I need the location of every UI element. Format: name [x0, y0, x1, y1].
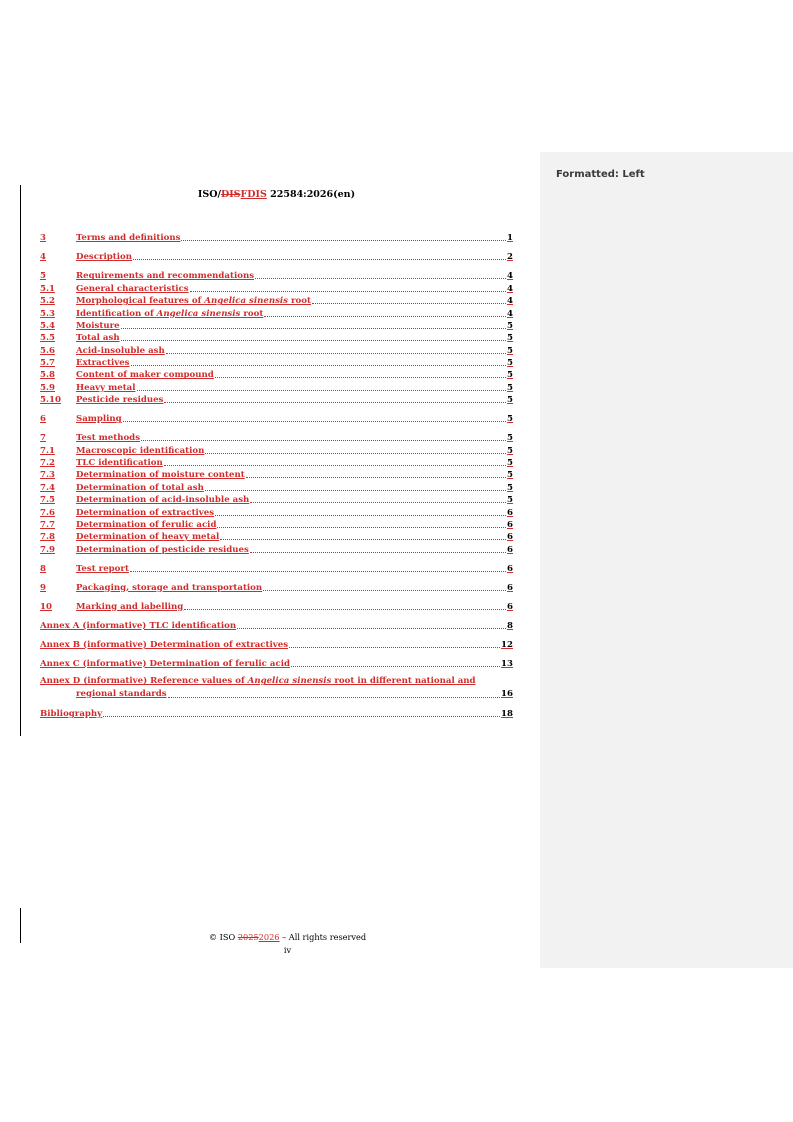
toc-entry-number: 9 — [40, 582, 46, 593]
toc-entry-page: 6 — [507, 519, 513, 530]
toc-leader-dots — [121, 338, 506, 341]
toc-entry[interactable] — [40, 294, 513, 306]
toc-entry-title[interactable]: Terms and definitions — [76, 233, 181, 244]
copyright-suffix: – All rights reserved — [279, 932, 367, 942]
toc-entry-page: 5 — [507, 382, 513, 393]
toc-entry[interactable] — [40, 493, 513, 505]
copyright-line — [40, 931, 535, 944]
toc-title-italic: Angelica sinensis — [247, 676, 332, 687]
toc-entry-page: 18 — [501, 709, 513, 720]
toc-entry-number: 5.1 — [40, 283, 55, 294]
toc-leader-dots — [164, 463, 506, 466]
toc-entry-number: 5.6 — [40, 345, 55, 356]
toc-entry[interactable] — [40, 443, 513, 455]
toc-entry[interactable] — [40, 561, 513, 573]
toc-entry-title[interactable]: Marking and labelling — [76, 601, 184, 612]
toc-entry-title[interactable]: Sampling — [76, 414, 122, 425]
toc-entry-title[interactable]: Annex C (informative) Determination of ferulic acid — [40, 658, 290, 669]
toc-entry-number: 5.10 — [40, 395, 61, 406]
toc-entry-title[interactable]: Acid-insoluble ash — [76, 345, 165, 356]
toc-entry-page: 5 — [507, 345, 513, 356]
header-inserted-text: FDIS — [240, 189, 267, 200]
toc-entry-number: 4 — [40, 252, 46, 263]
toc-leader-dots — [121, 326, 506, 329]
toc-leader-dots — [137, 388, 507, 391]
toc-entry-page: 2 — [507, 252, 513, 263]
toc-entry[interactable] — [40, 393, 513, 405]
toc-entry-title[interactable]: Moisture — [76, 320, 120, 331]
toc-annex-d-line2 — [40, 688, 513, 700]
toc-entry-title[interactable]: Packaging, storage and transportation — [76, 582, 263, 593]
toc-entry-number: 5.8 — [40, 370, 55, 381]
header-deleted-text: DIS — [220, 189, 241, 200]
toc-title-part: root in different national and — [331, 676, 476, 687]
toc-leader-dots — [250, 500, 506, 503]
toc-entry-title[interactable]: Annex A (informative) TLC identification — [40, 620, 237, 631]
toc-entry-number: 5.5 — [40, 333, 55, 344]
toc-entry-page: 1 — [507, 233, 513, 244]
toc-entry-title[interactable]: TLC identification — [76, 458, 163, 469]
toc-entry[interactable] — [40, 331, 513, 343]
toc-entry-page: 6 — [507, 532, 513, 543]
toc-entry-number: 10 — [40, 601, 52, 612]
toc-entry[interactable] — [40, 599, 513, 611]
toc-leader-dots — [168, 695, 500, 698]
toc-entry-number: 7.4 — [40, 482, 55, 493]
toc-leader-dots — [131, 363, 507, 366]
toc-entry[interactable] — [40, 356, 513, 368]
toc-entry[interactable] — [40, 380, 513, 392]
toc-entry[interactable] — [40, 468, 513, 480]
toc-entry-number: 7.2 — [40, 458, 55, 469]
toc-entry-page: 5 — [507, 414, 513, 425]
toc-entry-title[interactable]: Total ash — [76, 333, 120, 344]
toc-entry-title[interactable]: Bibliography — [40, 709, 103, 720]
toc-entry[interactable] — [40, 456, 513, 468]
toc-entry-page: 4 — [507, 283, 513, 294]
toc-entry-title[interactable]: Pesticide residues — [76, 395, 164, 406]
toc-entry-page: 5 — [507, 433, 513, 444]
toc-entry[interactable] — [40, 656, 513, 668]
toc-leader-dots — [246, 475, 506, 478]
toc-entry[interactable] — [40, 480, 513, 492]
toc-entry-page: 5 — [507, 445, 513, 456]
toc-entry-title[interactable]: regional standards — [76, 688, 167, 699]
toc-entry-page: 12 — [501, 639, 513, 650]
toc-leader-dots — [130, 569, 506, 572]
header-suffix: 22584:2026(en) — [266, 189, 356, 200]
toc-entry-title[interactable]: Determination of moisture content — [76, 470, 245, 481]
toc-entry[interactable] — [40, 580, 513, 592]
toc-title-part: root — [288, 296, 311, 307]
copyright-prefix: © ISO — [208, 932, 238, 942]
toc-entry-title[interactable]: Determination of acid-insoluble ash — [76, 495, 250, 506]
toc-entry-page: 5 — [507, 333, 513, 344]
toc-entry-page: 5 — [507, 370, 513, 381]
toc-entry[interactable] — [40, 269, 513, 281]
toc-leader-dots — [133, 257, 506, 260]
toc-entry-number: 3 — [40, 233, 46, 244]
toc-entry-number: 7.8 — [40, 532, 55, 543]
toc-entry-page: 6 — [507, 507, 513, 518]
toc-entry[interactable] — [40, 343, 513, 355]
toc-entry-title[interactable]: Macroscopic identification — [76, 445, 205, 456]
toc-leader-dots — [289, 645, 500, 648]
toc-entry[interactable] — [40, 505, 513, 517]
toc-entry-number: 5.3 — [40, 308, 55, 319]
table-of-contents — [40, 231, 513, 719]
toc-entry-page: 5 — [507, 482, 513, 493]
toc-entry-page: 6 — [507, 544, 513, 555]
toc-entry-title[interactable]: Extractives — [76, 358, 130, 369]
toc-entry[interactable] — [40, 431, 513, 443]
toc-entry-page: 5 — [507, 458, 513, 469]
toc-entry-title[interactable]: General characteristics — [76, 283, 189, 294]
toc-entry-title[interactable]: Test report — [76, 563, 129, 574]
toc-entry[interactable] — [40, 518, 513, 530]
toc-entry-title[interactable]: Test methods — [76, 433, 141, 444]
toc-entry-title[interactable]: Determination of ferulic acid — [76, 519, 217, 530]
toc-entry-title[interactable]: Determination of heavy metal — [76, 532, 220, 543]
toc-entry-page: 5 — [507, 470, 513, 481]
toc-entry[interactable] — [40, 250, 513, 262]
toc-leader-dots — [250, 550, 506, 553]
toc-leader-dots — [103, 714, 500, 717]
toc-entry-number: 7.1 — [40, 445, 55, 456]
toc-entry[interactable] — [40, 231, 513, 243]
toc-leader-dots — [215, 375, 506, 378]
toc-entry-title[interactable]: Annex B (informative) Determination of extractives — [40, 639, 289, 650]
toc-leader-dots — [237, 626, 506, 629]
toc-entry-page: 5 — [507, 358, 513, 369]
toc-leader-dots — [184, 607, 506, 610]
toc-entry-page: 5 — [507, 395, 513, 406]
toc-title-part: Morphological features of — [76, 296, 205, 307]
toc-entry-page: 6 — [507, 563, 513, 574]
toc-entry[interactable] — [40, 368, 513, 380]
toc-entry[interactable] — [40, 412, 513, 424]
toc-leader-dots — [215, 513, 506, 516]
toc-entry-title[interactable] — [76, 309, 263, 319]
comment-pane-title: Formatted: Left — [556, 169, 645, 180]
comment-pane — [540, 152, 793, 968]
toc-entry-number: 5.9 — [40, 382, 55, 393]
toc-entry-page: 4 — [507, 296, 513, 307]
toc-leader-dots — [181, 238, 506, 241]
toc-title-italic: Angelica sinensis — [204, 296, 289, 307]
toc-entry-number: 5.7 — [40, 358, 55, 369]
toc-entry-number: 5.4 — [40, 320, 55, 331]
toc-leader-dots — [205, 488, 506, 491]
toc-entry-page: 16 — [501, 688, 513, 699]
toc-entry-number: 6 — [40, 414, 46, 425]
toc-entry-number: 5.2 — [40, 296, 55, 307]
toc-entry-number: 7.6 — [40, 507, 55, 518]
toc-entry-title[interactable]: Requirements and recommendations — [76, 271, 255, 282]
toc-leader-dots — [141, 438, 506, 441]
toc-entry-number: 7 — [40, 433, 46, 444]
toc-entry-bibliography[interactable] — [40, 707, 513, 719]
toc-entry-annex-d[interactable] — [40, 675, 513, 700]
toc-entry-title[interactable] — [76, 296, 311, 306]
toc-leader-dots — [264, 314, 506, 317]
toc-entry-title[interactable]: Determination of extractives — [76, 507, 215, 518]
page-number: iv — [283, 945, 292, 955]
toc-leader-dots — [255, 276, 506, 279]
toc-leader-dots — [190, 289, 506, 292]
toc-leader-dots — [166, 351, 506, 354]
toc-entry[interactable] — [40, 542, 513, 554]
toc-entry[interactable] — [40, 618, 513, 630]
toc-title-part: Identification of — [76, 308, 157, 319]
toc-entry-page: 13 — [501, 658, 513, 669]
toc-entry-page: 8 — [507, 620, 513, 631]
toc-entry-title[interactable]: Determination of pesticide residues — [76, 544, 249, 555]
toc-leader-dots — [220, 537, 506, 540]
toc-entry-page: 6 — [507, 601, 513, 612]
toc-entry-number: 7.3 — [40, 470, 55, 481]
page-footer — [40, 931, 535, 957]
toc-entry-number: 5 — [40, 271, 46, 282]
deleted-year: 2025 — [237, 932, 259, 942]
toc-entry-page: 5 — [507, 495, 513, 506]
toc-annex-d-line1 — [40, 675, 513, 687]
toc-leader-dots — [217, 525, 506, 528]
toc-leader-dots — [291, 664, 500, 667]
toc-entry-number: 7.5 — [40, 495, 55, 506]
header-prefix: ISO/ — [197, 189, 221, 200]
document-header — [40, 189, 513, 200]
toc-leader-dots — [123, 419, 506, 422]
toc-entry-title[interactable]: Description — [76, 252, 133, 263]
toc-leader-dots — [164, 400, 506, 403]
toc-entry-number: 7.7 — [40, 519, 55, 530]
toc-entry-number: 8 — [40, 563, 46, 574]
toc-entry-page: 4 — [507, 271, 513, 282]
toc-entry-number: 7.9 — [40, 544, 55, 555]
toc-entry-title[interactable]: Content of maker compound — [76, 370, 214, 381]
toc-entry-title[interactable]: Determination of total ash — [76, 482, 204, 493]
toc-entry-title[interactable]: Heavy metal — [76, 382, 136, 393]
toc-leader-dots — [205, 451, 506, 454]
toc-entry-page: 6 — [507, 582, 513, 593]
change-bar-top — [20, 185, 21, 736]
toc-entry[interactable] — [40, 306, 513, 318]
change-bar-bottom — [20, 908, 21, 943]
toc-entry-page: 5 — [507, 320, 513, 331]
inserted-year: 2026 — [258, 932, 280, 942]
toc-entry-page: 4 — [507, 308, 513, 319]
toc-leader-dots — [312, 301, 506, 304]
toc-title-part: root — [240, 308, 264, 319]
toc-entry[interactable] — [40, 530, 513, 542]
toc-entry[interactable] — [40, 281, 513, 293]
toc-title-italic: Angelica sinensis — [156, 308, 241, 319]
toc-leader-dots — [263, 588, 506, 591]
toc-entry[interactable] — [40, 319, 513, 331]
toc-title-part: Annex D (informative) Reference values of — [40, 676, 248, 687]
toc-entry[interactable] — [40, 637, 513, 649]
